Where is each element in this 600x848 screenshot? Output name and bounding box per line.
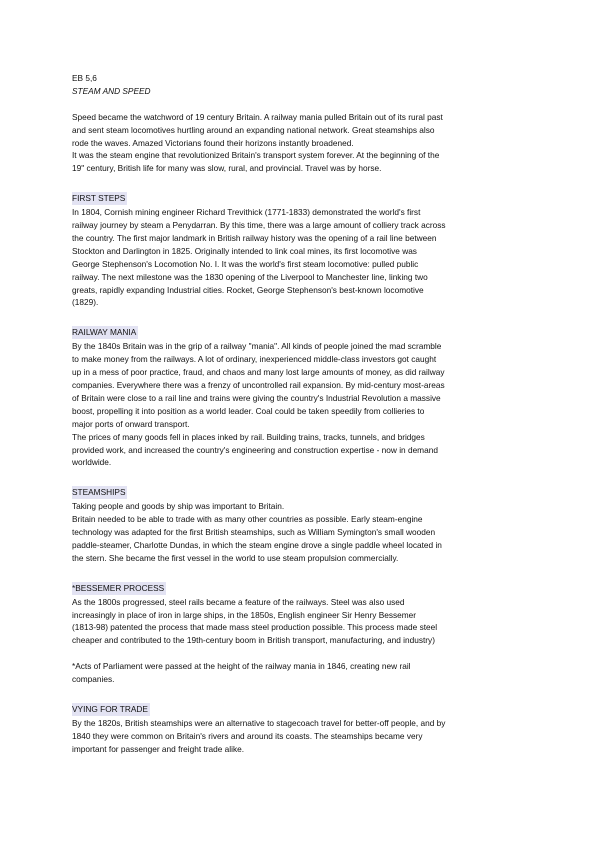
text-line: Taking people and goods by ship was important to Britain.: [72, 501, 285, 512]
text-line: paddle-steamer, Charlotte Dundas, in which the steam engine drove a single paddle wheel located in: [72, 539, 442, 550]
text-line: important for passenger and freight trade alike.: [72, 743, 245, 754]
text-line: railway journey by steam a Penydarran. By this time, there was a large amount of colliery track across: [72, 220, 446, 231]
section-first-steps: [72, 188, 532, 309]
text-line: *Acts of Parliament were passed at the height of the railway mania in 1846, creating new rail: [72, 661, 411, 672]
text-line: to make money from the railways. A lot of ordinary, inexperienced middle-class investors got caught: [72, 354, 437, 365]
text-line: Speed became the watchword of 19 century Britain. A railway mania pulled Britain out of its rural past: [72, 111, 443, 122]
text-line: 1840 they were common on Britain's rivers and around its coasts. The steamships became very: [72, 730, 423, 741]
text-line: and sent steam locomotives hurtling around an expanding national network. Great steamships also: [72, 124, 435, 135]
text-line: The prices of many goods fell in places inked by rail. Building trains, tracks, tunnels, and bridges: [72, 431, 425, 442]
text-line: By the 1820s, British steamships were an alternative to stagecoach travel for better-off people, and by: [72, 717, 446, 728]
text-line: (1813-98) patented the process that made mass steel production possible. This process made steel: [72, 622, 438, 633]
text-line: worldwide.: [72, 457, 112, 468]
text-line: 19" century, British life for many was slow, rural, and provincial. Travel was by horse.: [72, 163, 382, 174]
section-vying-for-trade: [72, 699, 532, 756]
text-line: By the 1840s Britain was in the grip of a railway "mania". All kinds of people joined the mad scramble: [72, 341, 442, 352]
document-code: EB 5,6: [72, 73, 97, 83]
text-line: Stockton and Darlington in 1825. Originally intended to link coal mines, its first locomotive was: [72, 245, 417, 256]
section-heading: FIRST STEPS: [72, 193, 126, 204]
text-line: increasingly in place of iron in large ships, in the 1850s, English engineer Sir Henry Bessemer: [72, 609, 417, 620]
section-steamships: [72, 482, 532, 565]
footnote: [72, 660, 532, 686]
text-line: the stern. She became the first vessel in the world to use steam propulsion commercially.: [72, 552, 399, 563]
section-railway-mania: [72, 322, 532, 469]
text-line: In 1804, Cornish mining engineer Richard Trevithick (1771-1833) demonstrated the world's first: [72, 207, 421, 218]
text-line: It was the steam engine that revolutionized Britain's transport system forever. At the beginning of the: [72, 150, 440, 161]
text-line: technology was adapted for the first British steamships, such as William Symington's small wooden: [72, 527, 436, 538]
section-bessemer-process: [72, 578, 532, 648]
text-line: Britain needed to be able to trade with as many other countries as possible. Early steam-engine: [72, 514, 423, 525]
text-line: George Stephenson's Locomotion No. I. It was the world's first steam locomotive: pulled public: [72, 258, 419, 269]
text-line: of Britain were close to a rail line and trains were giving the country's Industrial Revolution a massive: [72, 392, 441, 403]
intro-paragraph: [72, 111, 532, 176]
text-line: railway. The next milestone was the 1830 opening of the Liverpool to Manchester line, linking two: [72, 271, 428, 282]
text-line: provided work, and increased the country's engineering and construction expertise - now in demand: [72, 444, 438, 455]
text-line: the country. The first major landmark in British railway history was the opening of a rail line between: [72, 232, 437, 243]
text-line: (1829).: [72, 297, 99, 308]
section-heading: *BESSEMER PROCESS: [72, 582, 165, 593]
text-line: companies.: [72, 674, 115, 685]
text-line: companies. Everywhere there was a frenzy of uncontrolled rail expansion. By mid-century most-areas: [72, 379, 445, 390]
text-line: up in a mess of poor practice, fraud, and chaos and many lost large amounts of money, as did railway: [72, 367, 445, 378]
text-line: rode the waves. Amazed Victorians found their horizons instantly broadened.: [72, 137, 354, 148]
section-heading: VYING FOR TRADE: [72, 703, 148, 714]
document-page: [72, 72, 532, 756]
text-line: cheaper and contributed to the 19th-century boom in British transport, manufacturing, and industry): [72, 635, 435, 646]
text-line: boost, propelling it into position as a world leader. Coal could be taken speedily from collieries to: [72, 405, 425, 416]
text-line: As the 1800s progressed, steel rails became a feature of the railways. Steel was also used: [72, 596, 405, 607]
section-heading: STEAMSHIPS: [72, 487, 126, 498]
document-title: STEAM AND SPEED: [72, 85, 151, 96]
section-heading: RAILWAY MANIA: [72, 327, 137, 338]
text-line: greats, rapidly expanding Industrial cities. Rocket, George Stephenson's best-known locomotive: [72, 284, 424, 295]
text-line: major ports of onward transport.: [72, 418, 190, 429]
